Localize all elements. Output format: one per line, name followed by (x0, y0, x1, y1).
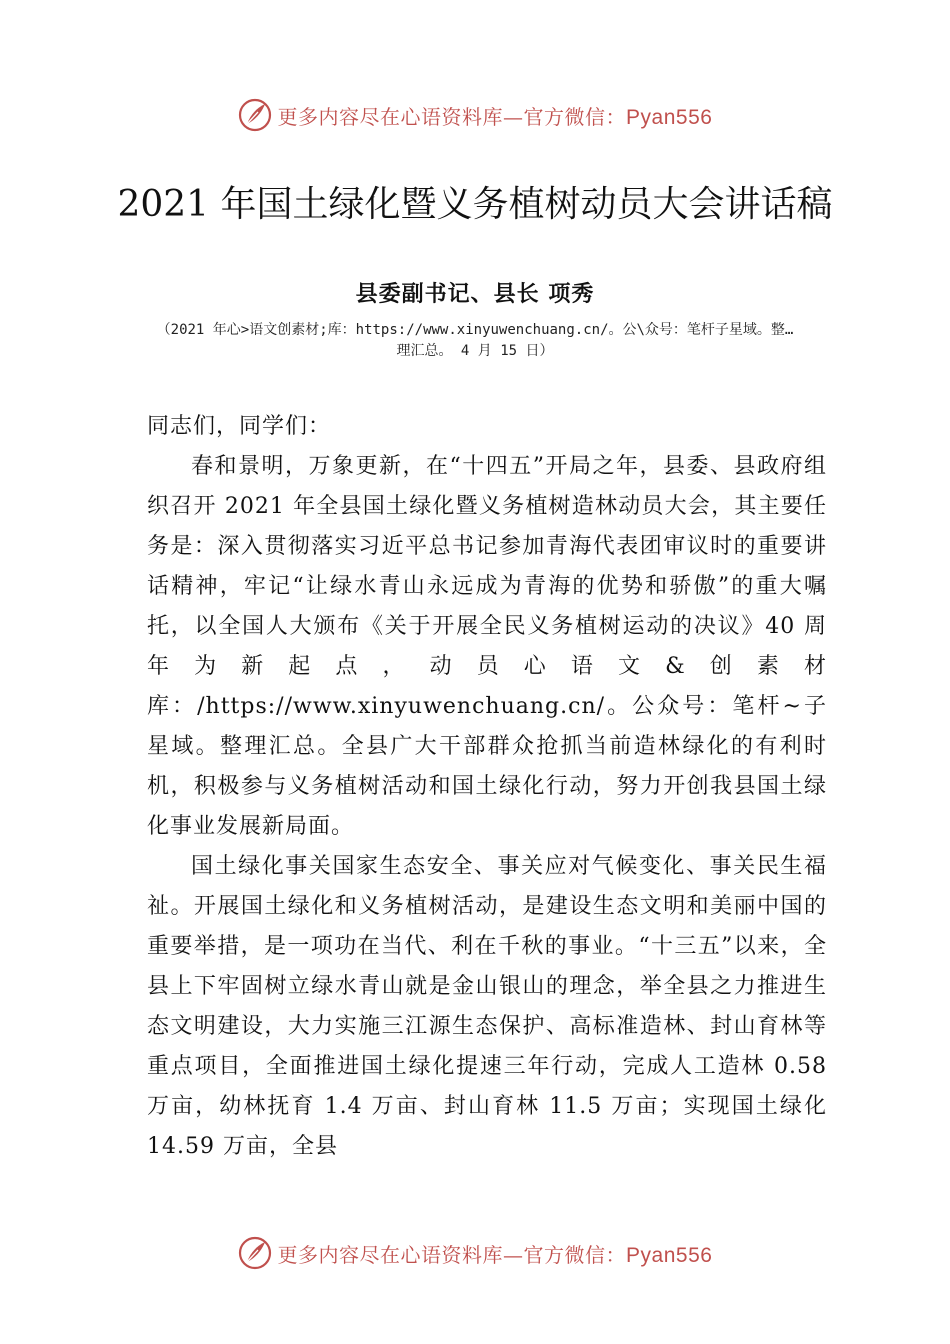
watermark-label: 更多内容尽在心语资料库—官方微信： (277, 1242, 627, 1267)
salutation: 同志们，同学们： (147, 414, 332, 439)
document-author: 县委副书记、县长 项秀 (355, 281, 595, 307)
quill-pen-icon (238, 1236, 272, 1270)
document-title: 2021 年国土绿化暨义务植树动员大会讲话稿 (117, 184, 833, 225)
watermark-text (278, 1239, 713, 1268)
paragraph-2: 国土绿化事关国家生态安全、事关应对气候变化、事关民生福祉。开展国土绿化和义务植树活动，是建设生态文明和美丽中国的重要举措，是一项功在当代、利在千秋的事业。“十三五”以来，全县上下牢固树立绿水青山就是金山银山的理念，举全县之力推进生态文明建设，大力实施三江源生态保护、高标准造林、封山育林等重点项目，全面推进国土绿化提速三年行动，完成人工造林 0.58 万亩，幼林抚育 1.4 万亩、封山育林 11.5 万亩；实现国土绿化 14.59 万亩，全县 (147, 854, 827, 1159)
watermark-label: 更多内容尽在心语资料库—官方微信： (277, 104, 627, 129)
watermark-wechat-id: Pyan556 (626, 1243, 713, 1267)
watermark-banner-bottom (0, 1233, 950, 1273)
document-body (147, 407, 827, 1167)
quill-pen-icon (238, 98, 272, 132)
source-note: （2021 年心>语文创素材;库：https://www.xinyuwenchuang.cn/。公\众号：笔杆子星域。整…理汇总。 4 月 15 日） (156, 322, 794, 359)
paragraph-1: 春和景明，万象更新，在“十四五”开局之年，县委、县政府组织召开 2021 年全县国土绿化暨义务植树造林动员大会，其主要任务是：深入贯彻落实习近平总书记参加青海代表团审议时的重要讲话精神，牢记“让绿水青山永远成为青海的优势和骄傲”的重大嘱托，以全国人大颁布《关于开展全民义务植树运动的决议》40 周年为新起点，动员心语文&创素材库：/https://www.xinyuwenchuang.cn/。公众号：笔杆~子星域。整理汇总。全县广大干部群众抢抓当前造林绿化的有利时机，积极参与义务植树活动和国土绿化行动，努力开创我县国土绿化事业发展新局面。 (147, 454, 827, 839)
watermark-banner-top (0, 95, 950, 135)
watermark-wechat-id: Pyan556 (626, 105, 713, 129)
watermark-text (278, 101, 713, 130)
